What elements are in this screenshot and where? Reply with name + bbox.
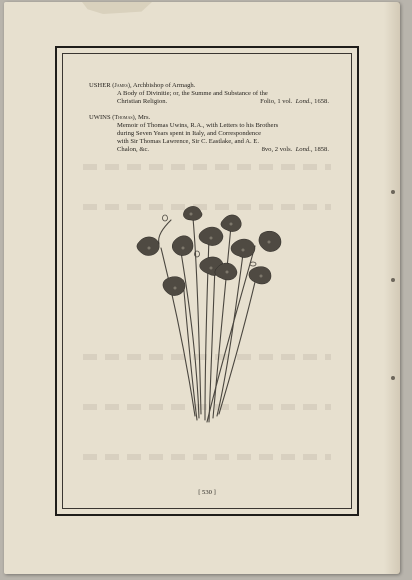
binding-hole (391, 376, 395, 380)
violet-flower (172, 236, 193, 256)
violet-flower (231, 239, 255, 258)
flower-bud (250, 262, 256, 266)
page-edge-shadow (384, 2, 400, 574)
flower-stem (209, 266, 215, 422)
title-line-last (89, 146, 329, 154)
title-line: with Sir Thomas Lawrence, Sir C. Eastlake, and A. E. (117, 138, 259, 145)
title-line-last (89, 98, 329, 106)
title-line-text: Chalon, &c. (117, 146, 150, 153)
imprint-format: Folio, 1 vol. (260, 98, 293, 105)
title-line: during Seven Years spent in Italy, and Correspondence (117, 130, 262, 137)
binding-hole (391, 278, 395, 282)
violet-flower (163, 277, 185, 296)
flower-stem (183, 280, 197, 420)
show-through-text (83, 164, 331, 170)
torn-corner (82, 2, 152, 14)
imprint-year: , 1658. (310, 98, 329, 105)
imprint-place: Lond. (295, 98, 311, 105)
flower-stem (161, 248, 195, 416)
title-line-text: Christian Religion. (117, 98, 168, 105)
catalogue-entry-usher (89, 82, 329, 106)
violet-flower (183, 206, 202, 220)
pressed-flowers-illustration (135, 204, 285, 426)
violet-flower (199, 227, 223, 246)
imprint (262, 146, 329, 154)
imprint-format: 8vo, 2 vols. (261, 146, 293, 153)
entry-heading: USHER (James), Archbishop of Armagh. (89, 82, 196, 89)
title-line: Memoir of Thomas Uwins, R.A., with Letters to his Brothers (117, 122, 279, 129)
entry-heading: UWINS (Thomas), Mrs. (89, 114, 151, 121)
flower-bud (163, 215, 168, 221)
author-surname: UWINS (89, 114, 111, 121)
author-given-name: Thomas (114, 114, 133, 121)
violet-flower (137, 237, 159, 256)
page-number: [ 530 ] (198, 489, 216, 496)
show-through-text (83, 454, 331, 460)
flower-stem (159, 220, 171, 244)
author-title: , Archbishop of Armagh. (129, 82, 196, 89)
author-surname: USHER (89, 82, 111, 89)
imprint-year: , 1858. (310, 146, 329, 153)
author-title: , Mrs. (134, 114, 151, 121)
book-page (4, 2, 400, 574)
catalogue-entry-uwins (89, 114, 329, 154)
title-line: A Body of Divinitie; or, the Summe and Substance of the (117, 90, 268, 97)
author-given-name: James (114, 82, 128, 89)
imprint (260, 98, 329, 106)
page-border-frame (55, 46, 359, 516)
binding-hole (391, 190, 395, 194)
imprint-place: Lond. (295, 146, 311, 153)
